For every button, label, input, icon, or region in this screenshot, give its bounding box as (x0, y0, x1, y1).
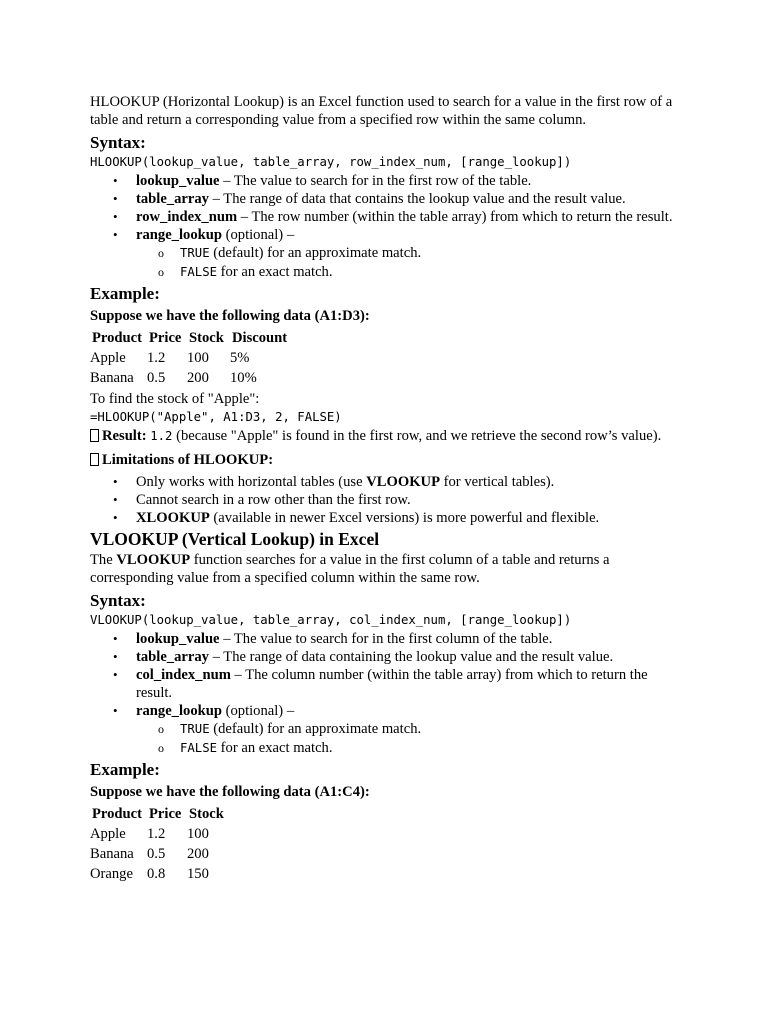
arg-desc: – The value to search for in the first column of the table. (219, 631, 553, 647)
hlookup-syntax-code: HLOOKUP(lookup_value, table_array, row_index_num, [range_lookup]) (90, 155, 572, 169)
arg-desc: – The row number (within the table array) from which to return the result. (237, 209, 673, 225)
limitations-list (90, 473, 680, 527)
hlookup-formula: =HLOOKUP("Apple", A1:D3, 2, FALSE) (90, 410, 342, 424)
option-desc: for an exact match. (217, 740, 333, 756)
vlookup-title: VLOOKUP (Vertical Lookup) in Excel (90, 529, 380, 549)
list-item (90, 648, 680, 666)
bullet-icon: • (113, 173, 118, 188)
table-cell: 10% (230, 370, 257, 386)
bullet-icon: • (113, 474, 118, 489)
limit-text: Only works with horizontal tables (use (136, 474, 367, 490)
table-cell: 200 (187, 846, 209, 862)
bullet-icon: • (113, 227, 118, 242)
table-header-cell: Stock (189, 330, 224, 346)
table-cell: 0.5 (147, 370, 166, 386)
table-cell: Orange (90, 866, 133, 882)
arg-term: row_index_num (136, 209, 238, 225)
list-item (90, 702, 680, 758)
option-code: TRUE (180, 722, 210, 736)
limit-text: (available in newer Excel versions) is more powerful and flexible. (209, 510, 600, 526)
arg-term: range_lookup (136, 703, 222, 719)
option-code: FALSE (180, 741, 218, 755)
list-item (90, 509, 680, 527)
bullet-icon: • (113, 209, 118, 224)
result-line (90, 427, 680, 445)
list-item (90, 739, 680, 758)
hlookup-intro: HLOOKUP (Horizontal Lookup) is an Excel function used to search for a value in the first row of a table and return a corresponding value from a specified row within the same column. (90, 94, 673, 128)
sub-bullet-icon: o (158, 722, 164, 736)
bullet-icon: • (113, 631, 118, 646)
limit-text: for vertical tables). (440, 474, 555, 490)
table-header-cell: Price (149, 330, 182, 346)
arg-desc: (optional) – (221, 703, 295, 719)
result-text: (because "Apple" is found in the first row, and we retrieve the second row’s value). (172, 428, 662, 444)
hlookup-args-list (90, 172, 680, 282)
table-cell: 5% (230, 350, 250, 366)
table-cell: Banana (90, 846, 134, 862)
table-cell: Apple (90, 826, 126, 842)
vlookup-syntax-code: VLOOKUP(lookup_value, table_array, col_index_num, [range_lookup]) (90, 613, 572, 627)
list-item (90, 473, 680, 491)
hlookup-example-intro: Suppose we have the following data (A1:D3): (90, 308, 370, 324)
bullet-icon: • (113, 191, 118, 206)
table-header-cell: Price (149, 806, 182, 822)
table-cell: 1.2 (147, 826, 166, 842)
list-item (90, 720, 680, 739)
sub-bullet-icon: o (158, 741, 164, 755)
table-header-row (90, 805, 226, 824)
find-stock-text: To find the stock of "Apple": (90, 391, 260, 407)
arg-desc: – The column number (within the table array) from which to return the result. (136, 667, 648, 701)
bullet-icon: • (113, 703, 118, 718)
range-lookup-options (136, 244, 680, 282)
limit-bold: XLOOKUP (136, 510, 210, 526)
table-cell: Banana (90, 370, 134, 386)
arg-term: col_index_num (136, 667, 231, 683)
table-cell: 1.2 (147, 350, 166, 366)
table-cell: 0.8 (147, 866, 166, 882)
list-item (90, 172, 680, 190)
table-header-cell: Discount (232, 330, 288, 346)
intro-text: The (90, 552, 117, 568)
arg-term: table_array (136, 191, 209, 207)
list-item (90, 244, 680, 263)
hlookup-syntax-heading: Syntax: (90, 133, 146, 152)
list-item (90, 666, 680, 702)
intro-text: function searches for a value in the first column of a table and returns a corresponding value from a specified column within the same row. (90, 552, 610, 586)
table-cell: Apple (90, 350, 126, 366)
limitations-heading (90, 451, 680, 469)
intro-bold: VLOOKUP (116, 552, 191, 568)
table-header-cell: Product (92, 330, 142, 346)
table-row (90, 368, 289, 388)
document-body (90, 93, 680, 886)
list-item (90, 226, 680, 282)
vlookup-intro (90, 551, 680, 587)
arg-desc: – The range of data containing the lookup value and the result value. (208, 649, 614, 665)
limit-text: Cannot search in a row other than the first row. (136, 492, 411, 508)
bullet-icon: • (113, 667, 118, 682)
table-cell: 200 (187, 370, 209, 386)
arg-term: lookup_value (136, 173, 220, 189)
table-row (90, 844, 226, 864)
arg-desc: – The range of data that contains the lookup value and the result value. (208, 191, 626, 207)
list-item (90, 263, 680, 282)
limit-bold: VLOOKUP (366, 474, 440, 490)
vlookup-example-heading: Example: (90, 760, 160, 779)
sub-bullet-icon: o (158, 246, 164, 260)
option-desc: (default) for an approximate match. (209, 721, 422, 737)
arg-term: lookup_value (136, 631, 220, 647)
table-cell: 0.5 (147, 846, 166, 862)
result-label: Result: (102, 428, 147, 444)
bullet-icon: • (113, 649, 118, 664)
hlookup-example-heading: Example: (90, 284, 160, 303)
table-header-cell: Stock (189, 806, 224, 822)
vlookup-syntax-heading: Syntax: (90, 591, 146, 610)
missing-glyph-icon (90, 453, 99, 466)
hlookup-data-table (90, 329, 289, 388)
limitations-heading-text: Limitations of HLOOKUP: (102, 452, 274, 468)
table-cell: 100 (187, 350, 209, 366)
list-item (90, 190, 680, 208)
arg-term: range_lookup (136, 227, 222, 243)
sub-bullet-icon: o (158, 265, 164, 279)
option-code: FALSE (180, 265, 218, 279)
result-code: 1.2 (150, 429, 173, 443)
range-lookup-options (136, 720, 680, 758)
vlookup-example-intro: Suppose we have the following data (A1:C4): (90, 784, 370, 800)
list-item (90, 491, 680, 509)
arg-term: table_array (136, 649, 209, 665)
table-header-row (90, 329, 289, 348)
list-item (90, 630, 680, 648)
option-code: TRUE (180, 246, 210, 260)
arg-desc: (optional) – (221, 227, 295, 243)
bullet-icon: • (113, 492, 118, 507)
table-row (90, 824, 226, 844)
option-desc: (default) for an approximate match. (209, 245, 422, 261)
table-row (90, 348, 289, 368)
missing-glyph-icon (90, 429, 99, 442)
bullet-icon: • (113, 510, 118, 525)
table-row (90, 864, 226, 884)
vlookup-data-table (90, 805, 226, 884)
option-desc: for an exact match. (217, 264, 333, 280)
list-item (90, 208, 680, 226)
table-cell: 100 (187, 826, 209, 842)
table-cell: 150 (187, 866, 209, 882)
arg-desc: – The value to search for in the first row of the table. (219, 173, 532, 189)
table-header-cell: Product (92, 806, 142, 822)
vlookup-args-list (90, 630, 680, 758)
